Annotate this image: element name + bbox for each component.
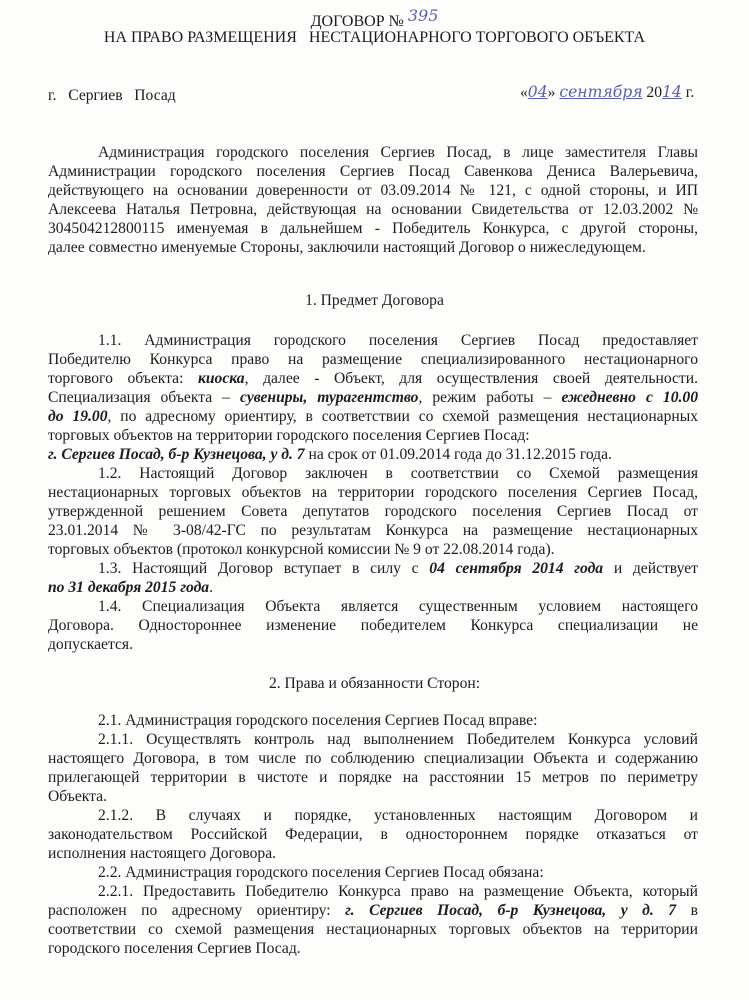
emphasized-text: до 19.00	[48, 408, 108, 425]
date-quote-close: »	[547, 84, 556, 101]
contract-date	[520, 83, 700, 102]
section-heading	[0, 291, 749, 310]
text-segment: 1.2. Настоящий Договор заключен в соответствии со Схемой размещения	[98, 465, 698, 482]
text-line	[48, 863, 698, 882]
text-line	[48, 219, 698, 238]
text-segment: .	[209, 579, 214, 596]
text-line	[48, 806, 698, 825]
text-line	[48, 502, 698, 521]
date-quote-open: «	[520, 84, 528, 101]
text-line	[48, 730, 698, 749]
text-line	[48, 578, 698, 597]
emphasized-text: ежедневно с 10.00	[561, 389, 699, 406]
title-prefix: ДОГОВОР №	[310, 13, 404, 30]
text-segment: в	[676, 902, 698, 919]
date-suffix: г.	[685, 84, 695, 101]
text-segment: 1.1. Администрация городского поселения Сергиев Посад предоставляет	[98, 332, 698, 349]
text-segment: 304504212800115 именуемая в дальнейшем - Победитель Конкурса, с другой стороны,	[48, 220, 698, 237]
emphasized-text: г. Сергиев Посад, б-р Кузнецова, у д. 7	[48, 446, 305, 463]
text-line	[48, 616, 698, 635]
text-line	[48, 597, 698, 616]
text-segment: , режим работы –	[418, 389, 562, 406]
text-segment: исполнения настоящего Договора.	[48, 845, 277, 862]
text-segment: 2. Права и обязанности Сторон:	[268, 675, 481, 692]
text-line	[48, 635, 698, 654]
text-segment: законодательством Российской Федерации, в одностороннем порядке отказаться от	[48, 826, 698, 843]
text-segment: 2.1. Администрация городского поселения Сергиев Посад вправе:	[98, 712, 538, 729]
text-segment: настоящего Договора, в том числе по соблюдению специализации Объекта и содержанию	[48, 750, 698, 767]
text-segment: действующего на основании доверенности от 03.09.2014 № 121, с одной стороны, и ИП	[48, 182, 698, 199]
date-year-prefix: 20	[646, 84, 663, 101]
text-line	[48, 787, 698, 806]
handwritten-contract-number: 395	[407, 6, 439, 25]
emphasized-text: по 31 декабря 2015 года	[48, 579, 210, 596]
text-segment: Администрации городского поселения Сергиев Посад Савенкова Дениса Валерьевича,	[48, 163, 698, 180]
text-line	[48, 768, 698, 787]
text-line	[48, 901, 698, 920]
handwritten-day: 04	[527, 83, 548, 101]
text-segment: Объекта.	[48, 788, 107, 805]
text-line	[48, 540, 698, 559]
text-line	[48, 920, 698, 939]
handwritten-year: 14	[662, 83, 682, 101]
text-segment: городского поселения Сергиев Посад.	[48, 940, 301, 957]
text-segment: 2.2.1. Предоставить Победителю Конкурса право на размещение Объекта, который	[98, 883, 698, 900]
text-segment: торговых объектов (протокол конкурсной комиссии № 9 от 22.08.2014 года).	[48, 541, 555, 558]
section-heading	[0, 674, 749, 693]
text-segment: , далее - Объект, для осуществления своей деятельности.	[244, 370, 698, 387]
text-line	[48, 939, 698, 958]
text-segment: далее совместно именуемые Стороны, заключили настоящий Договор о нижеследующем.	[48, 239, 646, 256]
text-segment: 1.3. Настоящий Договор вступает в силу с	[98, 560, 430, 577]
text-segment: 23.01.2014 № 3-08/42-ГС по результатам Конкурса на размещение нестационарных	[48, 522, 698, 539]
city: г. Сергиев Посад	[48, 87, 176, 104]
emphasized-text: сувениры, турагентство	[240, 389, 419, 406]
text-line	[48, 844, 698, 863]
text-segment: утвержденной решением Совета депутатов городского поселения Сергиев Посад от	[48, 503, 698, 520]
text-line	[48, 200, 698, 219]
emphasized-text: г. Сергиев Посад, б-р Кузнецова, у д. 7	[345, 902, 677, 919]
text-line	[48, 407, 698, 426]
text-line	[48, 331, 698, 350]
text-line	[48, 464, 698, 483]
text-segment: на срок от 01.09.2014 года до 31.12.2015 года.	[304, 446, 612, 463]
text-segment: торгового объекта:	[48, 370, 198, 387]
emphasized-text: 04 сентября 2014 года	[429, 560, 604, 577]
text-line	[48, 559, 698, 578]
text-segment: 2.2. Администрация городского поселения Сергиев Посад обязана:	[98, 864, 544, 881]
text-segment: 1.4. Специализация Объекта является существенным условием настоящего	[98, 598, 698, 615]
text-segment: 2.1.2. В случаях и порядке, установленных настоящим Договором и	[98, 807, 698, 824]
text-segment: расположен по адресному ориентиру:	[48, 902, 346, 919]
text-segment: Специализация объекта –	[48, 389, 240, 406]
text-segment: нестационарных торговых объектов на территории городского поселения Сергиев Посад,	[48, 484, 698, 501]
text-line	[48, 350, 698, 369]
text-line	[48, 181, 698, 200]
text-segment: прилегающей территории в чистоте и порядке на расстоянии 15 метров по периметру	[48, 769, 698, 786]
text-segment: соответствии со схемой размещения нестационарных торговых объектов на территории	[48, 921, 698, 938]
text-line	[48, 162, 698, 181]
handwritten-month: сентября	[559, 83, 643, 101]
text-line	[48, 143, 698, 162]
text-segment: Алексеева Наталья Петровна, действующая на основании Свидетельства от 12.03.2002 №	[48, 201, 698, 218]
text-segment: допускается.	[48, 636, 133, 653]
text-line	[48, 426, 698, 445]
text-segment: и действует	[603, 560, 698, 577]
text-line	[48, 445, 698, 464]
emphasized-text: киоска	[197, 370, 245, 387]
text-segment: 1. Предмет Договора	[305, 292, 444, 309]
text-line	[48, 238, 698, 257]
text-segment: Победителю Конкурса право на размещение специализированного нестационарного	[48, 351, 698, 368]
text-segment: , по адресному ориентиру, в соответствии со схемой размещения нестационарных	[107, 408, 698, 425]
text-segment: торговых объектов на территории городского поселения Сергиев Посад:	[48, 427, 530, 444]
text-line	[48, 749, 698, 768]
document-subtitle: НА ПРАВО РАЗМЕЩЕНИЯ НЕСТАЦИОНАРНОГО ТОРГОВОГО ОБЪЕКТА	[103, 29, 646, 46]
text-segment: 2.1.1. Осуществлять контроль над выполнением Победителем Конкурса условий	[98, 731, 698, 748]
text-line	[48, 882, 698, 901]
text-line	[48, 521, 698, 540]
text-segment: Договора. Одностороннее изменение победителем Конкурса специализации не	[48, 617, 698, 634]
text-line	[48, 483, 698, 502]
text-line	[48, 388, 698, 407]
text-line	[48, 369, 698, 388]
text-line	[48, 711, 698, 730]
text-line	[48, 825, 698, 844]
text-segment: Администрация городского поселения Сергиев Посад, в лице заместителя Главы	[98, 144, 698, 161]
